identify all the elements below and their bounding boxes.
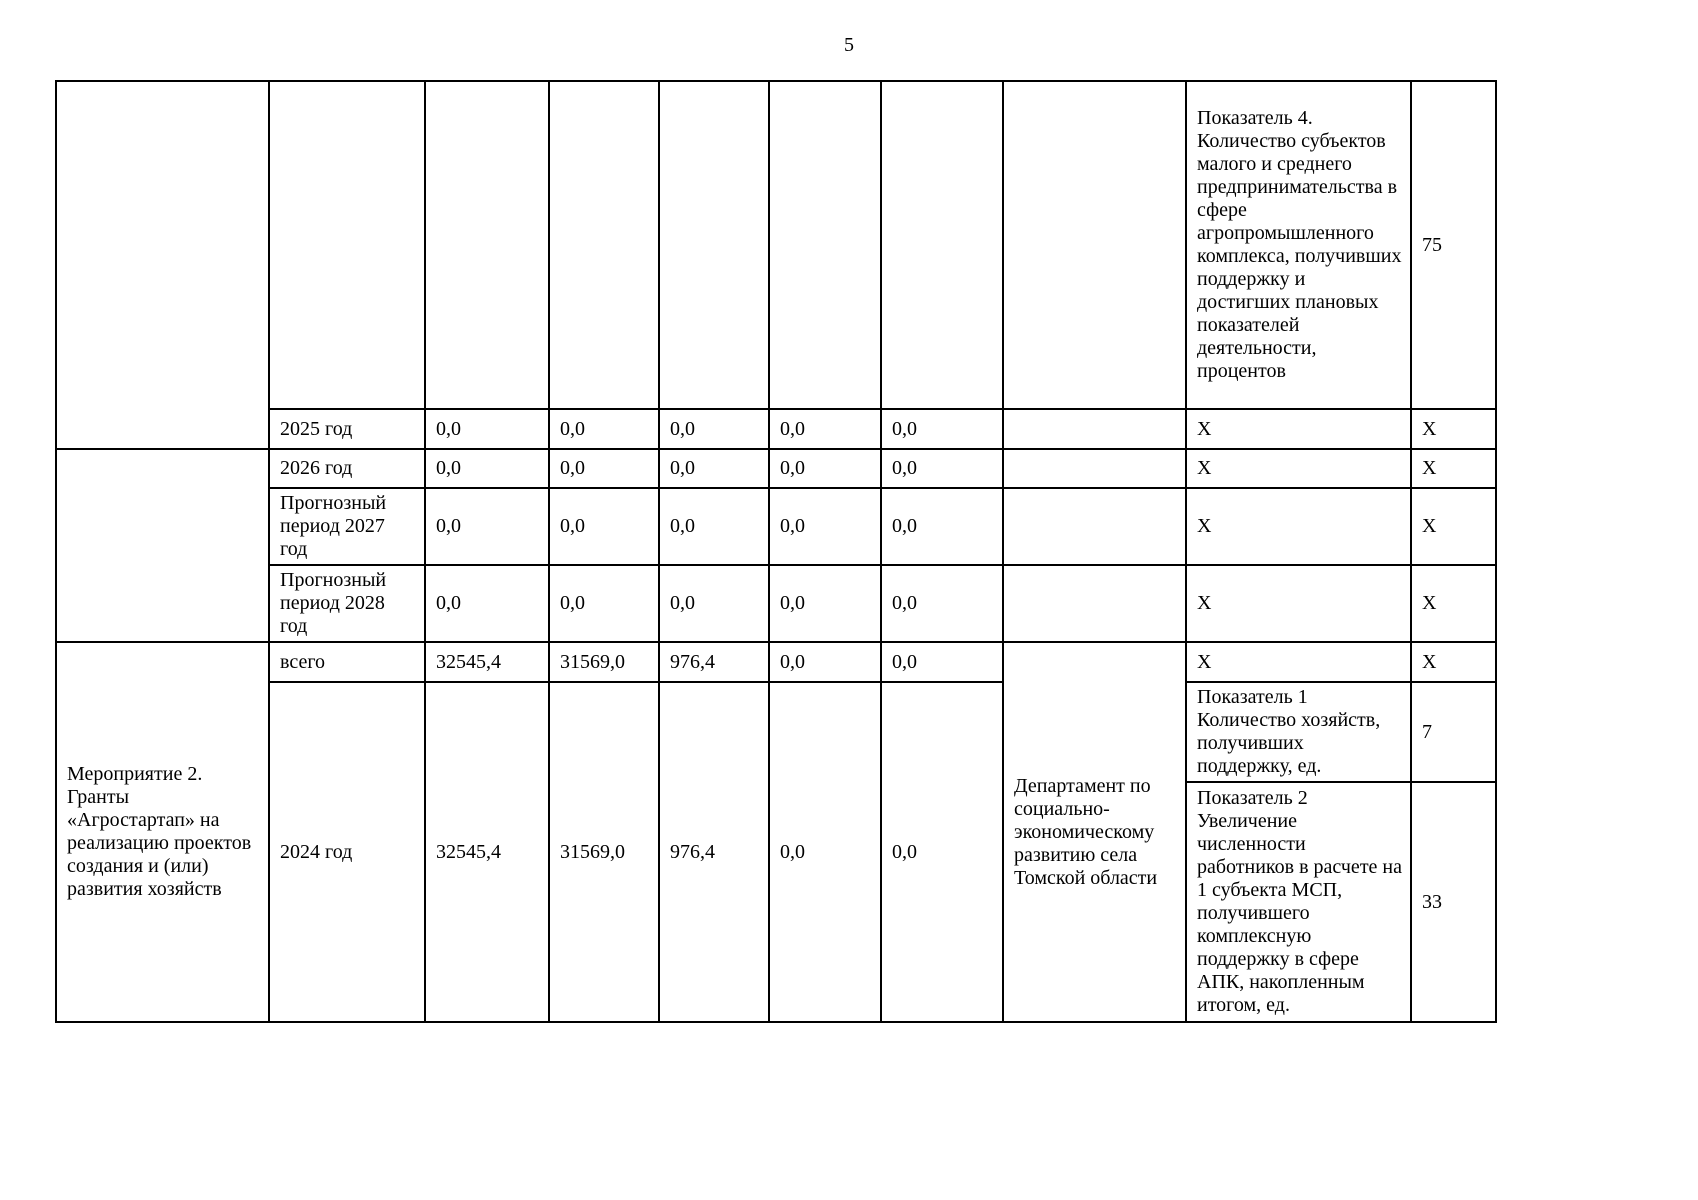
- indicator-value-cell: 7: [1411, 682, 1496, 782]
- indicator-cell: X: [1186, 642, 1411, 682]
- period-cell: Прогнозный период 2028 год: [269, 565, 425, 642]
- amount-cell: 0,0: [769, 449, 881, 488]
- measure-title-cell: Мероприятие 2. Гранты «Агростартап» на реализацию проектов создания и (или) развития хозяйств: [56, 642, 269, 1022]
- indicator-cell: X: [1186, 409, 1411, 449]
- amount-cell: 0,0: [549, 488, 659, 565]
- amount-cell: 0,0: [659, 449, 769, 488]
- amount-cell: 0,0: [425, 409, 549, 449]
- indicator-cell: Показатель 2 Увеличение численности работников в расчете на 1 субъекта МСП, получившего комплексную поддержку в сфере АПК, накопленным итогом, ед.: [1186, 782, 1411, 1022]
- amount-cell: 0,0: [769, 642, 881, 682]
- amount-cell-empty: [659, 81, 769, 409]
- amount-cell-empty: [769, 81, 881, 409]
- amount-cell: 0,0: [659, 565, 769, 642]
- amount-cell: 31569,0: [549, 682, 659, 1022]
- page-number: 5: [844, 34, 854, 56]
- table-row-2024-indicator1: [56, 682, 1496, 782]
- table-row-2025: [56, 409, 1496, 449]
- amount-cell: 976,4: [659, 682, 769, 1022]
- amount-cell: 32545,4: [425, 642, 549, 682]
- indicator-cell: X: [1186, 449, 1411, 488]
- amount-cell: 0,0: [425, 488, 549, 565]
- table-row-2026: [56, 449, 1496, 488]
- indicator-cell: X: [1186, 488, 1411, 565]
- amount-cell: 0,0: [659, 409, 769, 449]
- amount-cell: 976,4: [659, 642, 769, 682]
- executor-cell-empty: [1003, 488, 1186, 565]
- amount-cell: 0,0: [425, 565, 549, 642]
- indicator-value-cell: X: [1411, 642, 1496, 682]
- executor-cell-empty: [1003, 565, 1186, 642]
- budget-table: [55, 80, 1497, 1023]
- period-cell: 2024 год: [269, 682, 425, 1022]
- indicator-value-cell: 75: [1411, 81, 1496, 409]
- period-cell: 2025 год: [269, 409, 425, 449]
- measure-cell-empty: [56, 81, 269, 449]
- amount-cell: 0,0: [549, 565, 659, 642]
- indicator-cell: X: [1186, 565, 1411, 642]
- amount-cell: 0,0: [881, 449, 1003, 488]
- indicator-value-cell: 33: [1411, 782, 1496, 1022]
- amount-cell: 0,0: [769, 409, 881, 449]
- table-row-forecast-2027: [56, 488, 1496, 565]
- amount-cell: 31569,0: [549, 642, 659, 682]
- period-cell: Прогнозный период 2027 год: [269, 488, 425, 565]
- indicator-cell: Показатель 4. Количество субъектов малого и среднего предпринимательства в сфере агропромышленного комплекса, получивших поддержку и достигших плановых показателей деятельности, процентов: [1186, 81, 1411, 409]
- period-cell: всего: [269, 642, 425, 682]
- amount-cell-empty: [549, 81, 659, 409]
- amount-cell-empty: [425, 81, 549, 409]
- amount-cell: 0,0: [881, 642, 1003, 682]
- executor-cell: Департамент по социально-экономическому развитию села Томской области: [1003, 642, 1186, 1022]
- amount-cell: 0,0: [881, 488, 1003, 565]
- indicator-value-cell: X: [1411, 565, 1496, 642]
- measure-cell-empty: [56, 449, 269, 642]
- table-row-total: [56, 642, 1496, 682]
- indicator-value-cell: X: [1411, 488, 1496, 565]
- amount-cell-empty: [881, 81, 1003, 409]
- amount-cell: 0,0: [425, 449, 549, 488]
- period-cell: 2026 год: [269, 449, 425, 488]
- amount-cell: 0,0: [769, 488, 881, 565]
- executor-cell-empty: [1003, 449, 1186, 488]
- amount-cell: 0,0: [659, 488, 769, 565]
- executor-cell-empty: [1003, 81, 1186, 409]
- period-cell-empty: [269, 81, 425, 409]
- indicator-cell: Показатель 1 Количество хозяйств, получивших поддержку, ед.: [1186, 682, 1411, 782]
- amount-cell: 0,0: [769, 682, 881, 1022]
- executor-cell-empty: [1003, 409, 1186, 449]
- amount-cell: 0,0: [549, 409, 659, 449]
- table-row-indicator4: [56, 81, 1496, 409]
- indicator-value-cell: X: [1411, 449, 1496, 488]
- amount-cell: 0,0: [549, 449, 659, 488]
- amount-cell: 0,0: [769, 565, 881, 642]
- amount-cell: 0,0: [881, 565, 1003, 642]
- amount-cell: 0,0: [881, 682, 1003, 1022]
- indicator-value-cell: X: [1411, 409, 1496, 449]
- amount-cell: 0,0: [881, 409, 1003, 449]
- table-row-forecast-2028: [56, 565, 1496, 642]
- amount-cell: 32545,4: [425, 682, 549, 1022]
